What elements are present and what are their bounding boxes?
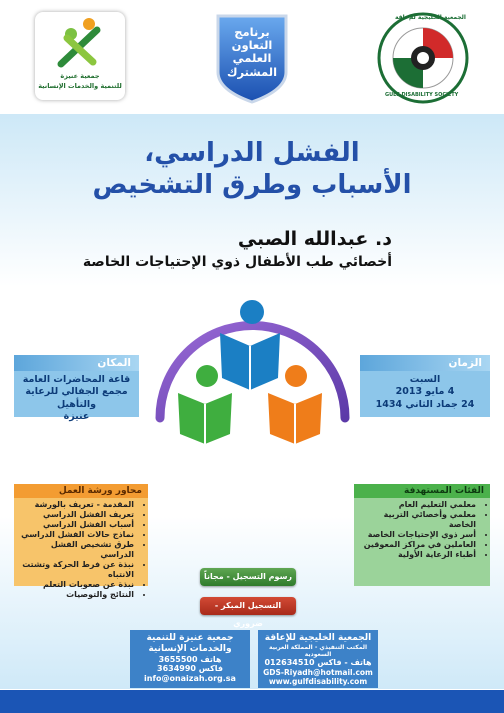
place-line-3: عنيزة — [63, 411, 90, 423]
target-audience-box — [354, 484, 490, 586]
place-heading: المكان — [14, 355, 139, 371]
shield-text — [214, 26, 290, 79]
contact-right-line-2: المكتب التنفيذي - المملكة العربية السعودية — [268, 643, 368, 658]
contact-left-fax: فاكس 3634990 — [157, 664, 223, 674]
place-details — [14, 371, 139, 426]
list-item: • نبذة عن فرط الحركة وتشتت الانتباه — [16, 560, 134, 580]
footer-bar — [0, 690, 504, 713]
contact-left-line-1: جمعية عنيزة للتنمية — [146, 633, 234, 643]
title-line-1: الفشل الدراسي، — [144, 138, 360, 168]
time-heading: الزمان — [360, 355, 490, 371]
speaker-name: د. عبدالله الصبي — [237, 228, 392, 250]
list-item: • معلمي التعليم العام — [356, 500, 476, 510]
list-item: • تعريف الفشل الدراسي — [16, 510, 134, 520]
seal-arabic-text: الجمعية الخليجية للإعاقة — [395, 14, 466, 21]
time-line-2: 4 مايو 2013 — [395, 386, 455, 398]
title-line-2: الأسباب وطرق التشخيص — [92, 170, 412, 200]
gulf-disability-society-logo — [377, 12, 469, 104]
contact-right-email[interactable]: GDS-Riyadh@hotmail.com — [263, 667, 373, 677]
list-item: • أسباب الفشل الدراسي — [16, 520, 134, 530]
audience-list — [354, 500, 490, 560]
workshop-heading: محاور ورشة العمل — [14, 484, 148, 498]
place-box — [14, 355, 139, 423]
early-registration-button[interactable]: التسجيل المبكر - ضروري — [200, 597, 296, 615]
place-line-1: قاعة المحاضرات العامة — [22, 374, 131, 385]
time-line-1: السبت — [409, 374, 441, 385]
workshop-topics-box — [14, 484, 148, 599]
shield-line-3: العلمي — [232, 51, 272, 66]
people-emblem-icon — [57, 16, 103, 68]
contact-right-line-1: الجمعية الخليجية للإعاقة — [264, 633, 372, 643]
logo-left-line1: جمعية عنيزة — [60, 72, 100, 80]
list-item: • نبذة عن صعوبات التعلم — [16, 580, 134, 590]
list-item: • العاملين في مراكز المعوقين — [356, 540, 476, 550]
shield-line-2: التعاون — [231, 38, 273, 53]
time-box — [360, 355, 490, 417]
logo-left-line2: للتنمية والخدمات الإنسانية — [38, 82, 122, 90]
list-item: • معلمي وأخصائي التربية الخاصة — [356, 510, 476, 530]
registration-fees-button[interactable]: رسوم التسجيل - مجاناً — [200, 568, 296, 586]
audience-heading: الفئات المستهدفة — [354, 484, 490, 498]
workshop-list — [14, 500, 148, 600]
contact-left-email[interactable]: info@onaizah.org.sa — [144, 673, 236, 683]
gds-contact-box — [258, 630, 378, 688]
seal-english-text: GULF DISABILITY SOCIETY — [385, 92, 459, 98]
shield-line-1: برنامج — [234, 25, 270, 39]
list-item: • أسر ذوي الإحتياجات الخاصة — [356, 530, 476, 540]
list-item: • طرق تشخيص الفشل الدراسي — [16, 540, 134, 560]
reading-children-emblem-icon — [150, 278, 355, 453]
place-line-2: مجمع الجفالي للرعاية والتأهيل — [25, 386, 128, 410]
list-item: • أطباء الرعاية الأولية — [356, 550, 476, 560]
contact-right-phone: هاتف - فاكس 012634510 — [264, 658, 372, 668]
joint-program-shield-logo — [214, 12, 290, 104]
onaizah-contact-box — [130, 630, 250, 688]
speaker-role: أخصائي طب الأطفال ذوي الإحتياجات الخاصة — [82, 254, 392, 270]
shield-line-4: المشترك — [226, 64, 278, 79]
time-line-3: 24 جماد الثاني 1434 — [375, 398, 475, 410]
time-details — [360, 371, 490, 414]
onaizah-society-logo — [35, 12, 125, 100]
list-item: • المقدمة - تعريف بالورشة — [16, 500, 134, 510]
contact-right-website[interactable]: www.gulfdisability.com — [268, 676, 368, 686]
list-item: • نماذج حالات الفشل الدراسي — [16, 530, 134, 540]
list-item: • النتائج والتوصيات — [16, 590, 134, 600]
contact-left-phone: هاتف 3655500 — [158, 654, 222, 664]
contact-left-line-2: والخدمات الإنسانية — [148, 643, 232, 654]
seal-icon — [377, 12, 469, 104]
